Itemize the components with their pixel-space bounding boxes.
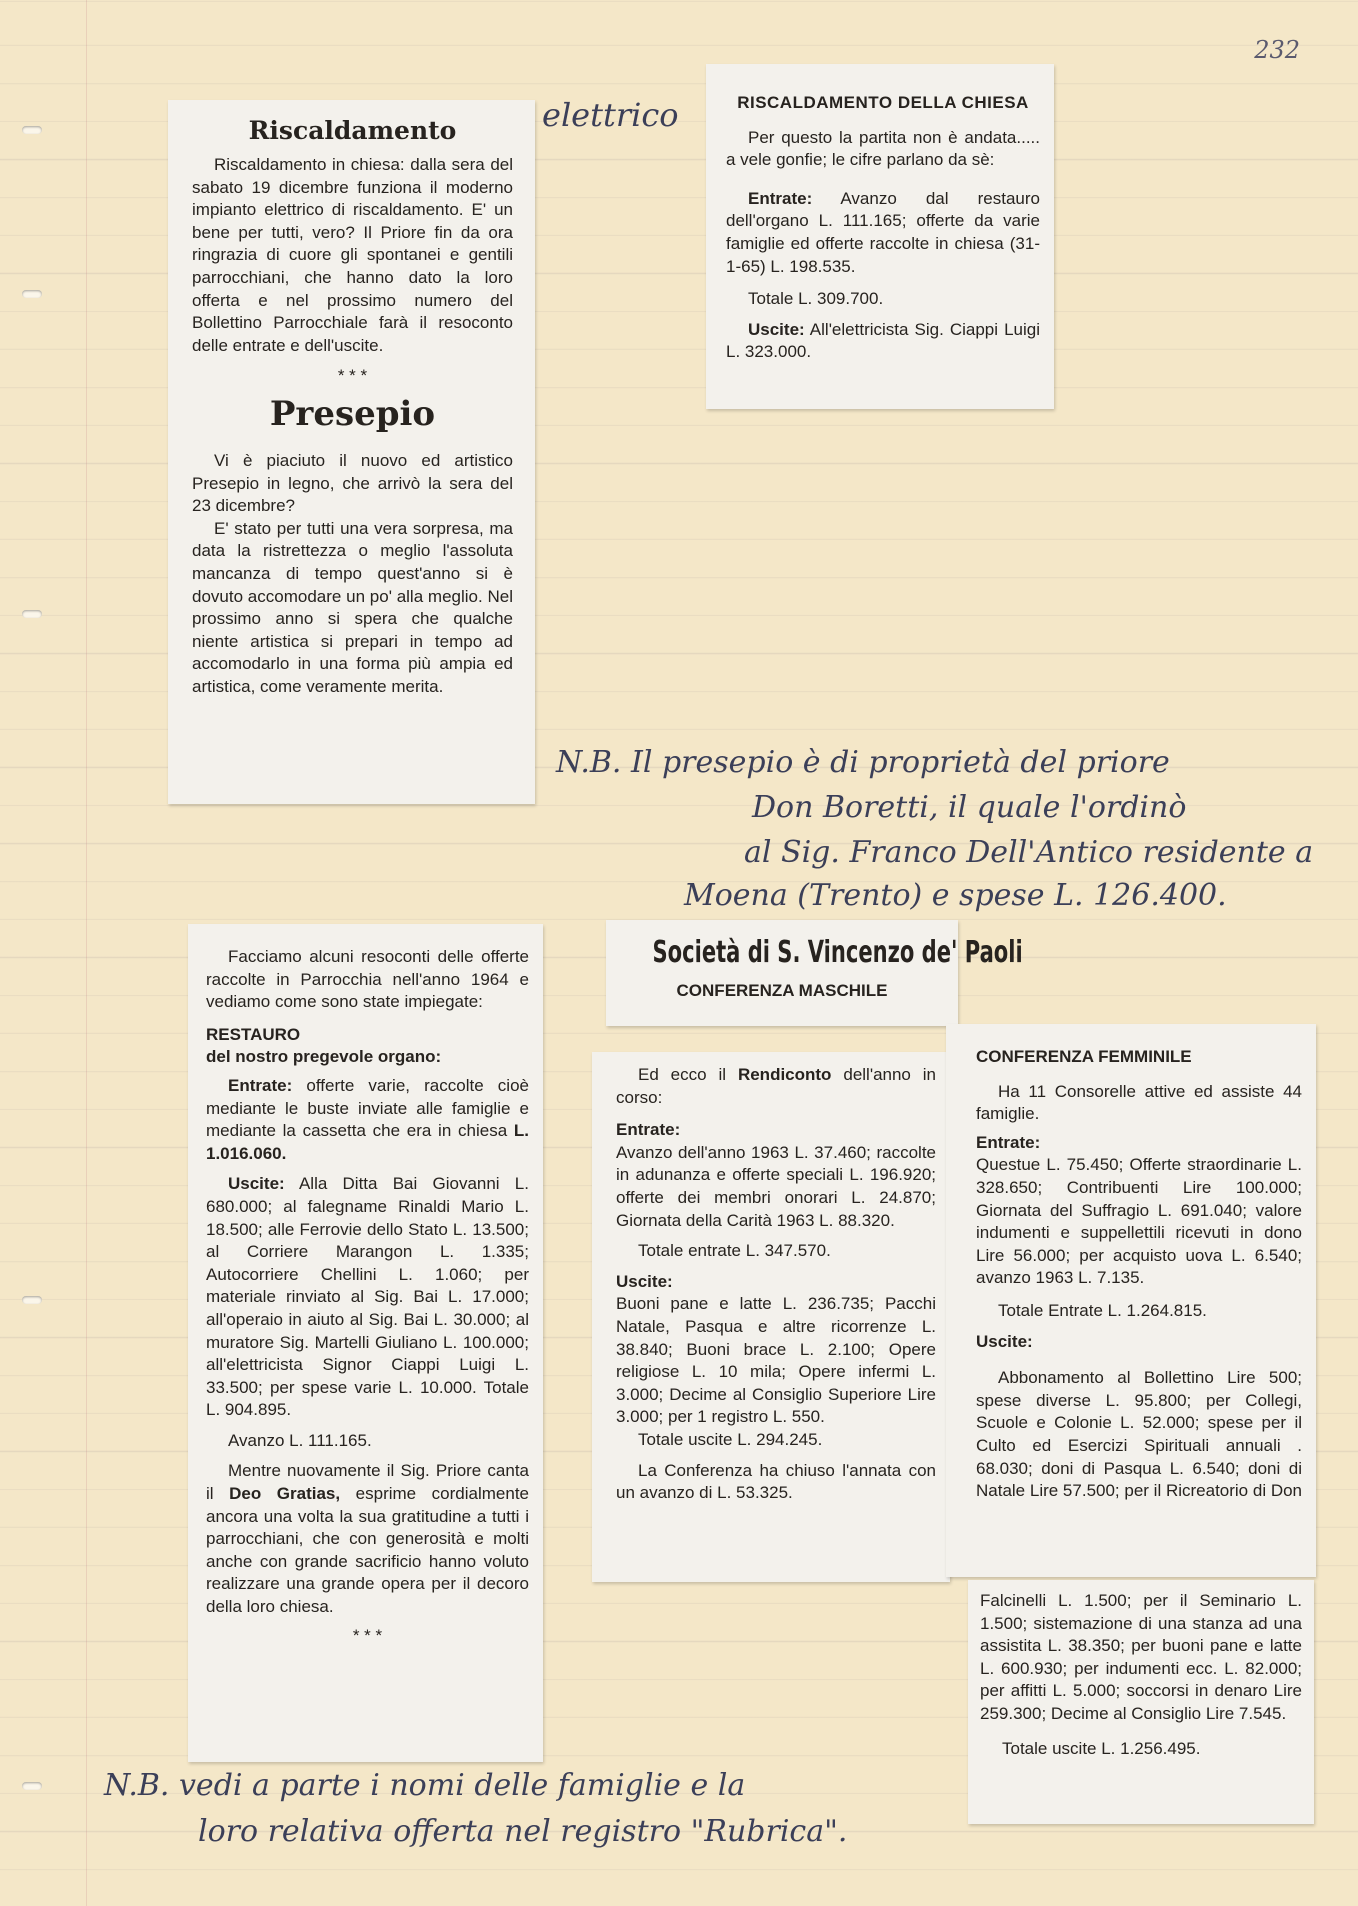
maschile-uscite: Buoni pane e latte L. 236.735; Pacchi Natale, Pasqua e altre ricorrenze L. 38.840; Buoni brace L. 2.100; Opere religiose L. 10 mila; Opere infermi L. 3.000; Decime al Consiglio Superiore Lire 3.000; per 1 registro L. 550. — [616, 1294, 936, 1427]
heading-organo: del nostro pregevole organo: — [206, 1047, 442, 1067]
separator-stars: * * * — [352, 1625, 383, 1645]
clipping-riscaldamento-presepio — [168, 100, 535, 804]
page-number: 232 — [1254, 36, 1300, 64]
maschile-closing: La Conferenza ha chiuso l'annata con un avanzo di L. 53.325. — [616, 1460, 936, 1503]
chiesa-totale: Totale L. 309.700. — [748, 289, 884, 309]
maschile-uscite-label: Uscite: — [616, 1271, 673, 1291]
femminile-uscite-label: Uscite: — [976, 1331, 1033, 1351]
clipping-societa-header — [606, 920, 1023, 1026]
maschile-entrate-label: Entrate: — [616, 1120, 681, 1140]
heading-conferenza-maschile: CONFERENZA MASCHILE — [676, 981, 888, 1000]
maschile-entrate: Avanzo dell'anno 1963 L. 37.460; raccolte in adunanza e offerte speciali L. 196.920; offerte dei membri onorari L. 24.870; Giornata della Carità 1963 L. 88.320. — [616, 1142, 936, 1230]
separator-stars: * * * — [337, 366, 368, 386]
maschile-intro: Ed ecco il Rendiconto dell'anno in corso: — [616, 1065, 937, 1107]
maschile-totale-uscite: Totale uscite L. 294.245. — [638, 1429, 823, 1449]
femminile-entrate-label: Entrate: — [976, 1132, 1041, 1152]
heading-conferenza-femminile: CONFERENZA FEMMINILE — [976, 1047, 1192, 1066]
femminile-uscite-part2: Falcinelli L. 1.500; per il Seminario L. 1.500; sistemazione di una stanza ad una assistita L. 38.350; per buoni pane e latte L. 600.930; per indumenti ecc. L. 82.000; per affitti L. 5.000; soccorsi in denaro Lire 259.300; Decime al Consiglio Lire 7.545. — [980, 1591, 1302, 1723]
clipping-rendiconto-maschile — [592, 1052, 950, 1582]
clipping-riscaldamento-chiesa — [706, 64, 1054, 409]
handwritten-elettrico: elettrico — [542, 96, 679, 134]
presepio-paragraph-2: E' stato per tutti una vera sorpresa, ma data la ristrettezza o meglio l'assoluta mancanza di tempo quest'anno si è dovuto accomodare un po' alla meglio. Nel prossimo anno si spera che qualche niente artistica si prepari in tempo ad accomodarlo in una forma più ampia ed artistica, come veramente merita. — [192, 518, 513, 696]
femminile-uscite-part1: Abbonamento al Bollettino Lire 500; spese diverse L. 95.800; per Collegi, Scuole e Colonie L. 52.000; spese per il Culto ed Esercizi Spirituali annuali . 68.030; doni di Pasqua L. 6.540; doni di Natale Lire 57.500; per il Ricreatorio di Don — [976, 1368, 1303, 1501]
binder-hole — [22, 290, 42, 298]
scrapbook-page: 232 Riscaldamento Riscaldamento in chiesa: dalla sera del sabato 19 dicembre funziona il moderno impianto elettrico di riscaldamento. E' un bene per tutti, vero? Il Priore fin da ora ringrazia di cuore gli spontanei e gentili parrocchiani, che hanno dato la loro offerta e nel prossimo numero del Bollettino Parrocchiale farà il resoconto delle entrate e dell'uscite. * * * Presepio Vi è piaciuto il nuovo ed artistico Presepio in legno, che arrivò la sera del 23 dicembre? E' stato per tutti una vera sorpresa, ma data la ristrettezza o meglio l'assoluta mancanza di tempo quest'anno si è dovuto accomodare un po' alla meglio. Nel prossimo anno si spera che qualche niente artistica si prepari in tempo ad accomodarlo in una forma più ampia ed artistica, come veramente merita. elettrico RISCALDAMENTO DELLA CHIESA Per questo la partita non è andata..... a vele gonfie; le cifre parlano da sè: Entrate: Avanzo dal restauro dell'organo L. 111.165; offerte da varie famiglie ed offerte raccolte in chiesa (31-1-65) L. 198.535. Totale L. 309.700. Uscite: All'elettricista Sig. Ciappi Luigi L. 323.000. N.B. Il presepio è di proprietà del priore Don Boretti, il quale l'ordinò al Sig. Franco Dell'Antico residente a Moena (Trento) e spese L. 126.400. Facciamo alcuni resoconti delle offerte raccolte in Parrocchia nell'anno 1964 e vediamo come sono state impiegate: RESTAURO del nostro pregevole organo: Entrate: offerte varie, raccolte cioè mediante le buste inviate alle famiglie e mediante la cassetta che era in chiesa L. 1.016.060. Uscite: Alla Ditta Bai Giovanni L. 680.000; al falegname Rinaldi Mario L. 18.500; alle Ferrovie dello Stato L. 13.500; al Corriere Marangon L. 1.335; Autocorriere Chellini L. 1.060; per materiale rinviato al Sig. Bai L. 17.000; all'operaio in aiuto al Sig. Bai L. 30.000; al muratore Sig. Martelli Giuliano L. 100.000; all'elettricista Signor Ciappi Luigi L. 33.500; per spese varie L. 10.000. Totale L. 904.895. Avanzo L. 111.165. Mentre nuovamente il Sig. Priore canta il Deo Gratias, esprime cordialmente ancora una volta la sua gratitudine a tutti i parrocchiani, che con generosità e molti anche con grande sacrificio hanno voluto realizzare una grande opera per il decoro della loro chiesa. * * * Società di S. Vincenzo de' Paoli CONFERENZA MASCHILE Ed ecco il Rendiconto dell'anno in corso: Entrate: Avanzo dell'anno 1963 L. 37.460; raccolte in adunanza e offerte speciali L. 196.920; offerte dei membri onorari L. 24.870; Giornata della Carità 1963 L. 88.320. Totale entrate L. 347.570. Uscite: Buoni pane e latte L. 236.735; Pacchi Natale, Pasqua e altre ricorrenze L. 38.840; Buoni brace L. 2.100; Opere religiose L. 10 mila; Opere infermi L. 3.000; Decime al Consiglio Superiore Lire 3.000; per 1 registro L. 550. Totale uscite L. 294.245. La Conferenza ha chiuso l'annata con un avanzo di L. 53.325. CONFERENZA FEMMINILE Ha 11 Consorelle attive ed assiste 44 famiglie. Entrate: Questue L. 75.450; Offerte straordinarie L. 328.650; Contribuenti Lire 100.000; Giornata del Suffragio L. 691.040; valore indumenti e suppellettili ricevuti in dono Lire 56.000; per acquisto uova L. 6.540; avanzo 1963 L. 7.135. Totale Entrate L. 1.264.815. Uscite: Abbonamento al Bollettino Lire 500; spese diverse L. 95.800; per Collegi, Scuole e Colonie L. 52.000; spese per il Culto ed Esercizi Spirituali annuali . 68.030; doni di Pasqua L. 6.540; doni di Natale Lire 57.500; per il Ricreatorio di Don Falcinelli L. 1.500; per il Seminario L. 1.500; sistemazione di una stanza ad una assistita L. 38.350; per buoni pane e latte L. 600.930; per indumenti ecc. L. 82.000; per affitti L. 5.000; soccorsi in denaro Lire 259.300; Decime al Consiglio Lire 7.545. Totale uscite L. 1.256.495. N.B. vedi a parte i nomi delle famiglie e la loro relativa offerta nel registro "Rubrica". — [0, 0, 1358, 1906]
binder-hole — [22, 610, 42, 618]
femminile-totale-entrate: Totale Entrate L. 1.264.815. — [998, 1300, 1207, 1320]
binder-hole — [22, 126, 42, 134]
femminile-totale-uscite: Totale uscite L. 1.256.495. — [1002, 1738, 1201, 1758]
organo-closing: Mentre nuovamente il Sig. Priore canta il Deo Gratias, esprime cordialmente ancora una volta la sua gratitudine a tutti i parrocchiani, che con generosità e molti anche con grande sacrificio hanno voluto realizzare una grande opera per il decoro della loro chiesa. — [206, 1461, 530, 1617]
clipping-restauro-organo — [188, 924, 543, 1762]
riscaldamento-text: Riscaldamento in chiesa: dalla sera del sabato 19 dicembre funziona il moderno impianto elettrico di riscaldamento. E' un bene per tutti, vero? Il Priore fin da ora ringrazia di cuore gli spontanei e gentili parrocchiani, che hanno dato la loro offerta e nel prossimo numero del Bollettino Parrocchiale farà il resoconto delle entrate e dell'uscite. — [192, 155, 513, 355]
clipping-conferenza-femminile — [946, 1024, 1316, 1577]
organo-uscite: Uscite: Alla Ditta Bai Giovanni L. 680.000; al falegname Rinaldi Mario L. 18.500; alle Ferrovie dello Stato L. 13.500; al Corriere Marangon L. 1.335; Autocorriere Chellini L. 1.060; per materiale rinviato al Sig. Bai L. 17.000; all'operaio in aiuto al Sig. Bai L. 30.000; al muratore Sig. Martelli Giuliano L. 100.000; all'elettricista Signor Ciappi Luigi L. 33.500; per spese varie L. 10.000. Totale L. 904.895. — [206, 1174, 529, 1420]
organo-intro: Facciamo alcuni resoconti delle offerte raccolte in Parrocchia nell'anno 1964 e vediamo come sono state impiegate: — [206, 947, 529, 1012]
heading-riscaldamento-chiesa: RISCALDAMENTO DELLA CHIESA — [737, 93, 1029, 112]
maschile-totale-entrate: Totale entrate L. 347.570. — [638, 1241, 831, 1261]
heading-presepio: Presepio — [269, 393, 436, 434]
heading-riscaldamento: Riscaldamento — [248, 116, 457, 145]
binder-hole — [22, 1296, 42, 1304]
organo-avanzo: Avanzo L. 111.165. — [228, 1430, 372, 1450]
femminile-entrate: Questue L. 75.450; Offerte straordinarie L. 328.650; Contribuenti Lire 100.000; Giornata del Suffragio L. 691.040; valore indumenti e suppellettili ricevuti in dono Lire 56.000; per acquisto uova L. 6.540; avanzo 1963 L. 7.135. — [976, 1155, 1302, 1288]
heading-restauro: RESTAURO — [206, 1024, 301, 1044]
binder-hole — [22, 1782, 42, 1790]
presepio-paragraph-1: Vi è piaciuto il nuovo ed artistico Presepio in legno, che arrivò la sera del 23 dicembre? — [192, 450, 513, 516]
chiesa-uscite: Uscite: All'elettricista Sig. Ciappi Luigi L. 323.000. — [726, 319, 1040, 362]
clipping-conferenza-femminile-cont — [968, 1580, 1314, 1824]
margin-line — [86, 0, 87, 1906]
chiesa-entrate: Entrate: Avanzo dal restauro dell'organo L. 111.165; offerte da varie famiglie ed offerte raccolte in chiesa (31-1-65) L. 198.535. — [726, 188, 1040, 276]
femminile-intro: Ha 11 Consorelle attive ed assiste 44 famiglie. — [976, 1081, 1302, 1124]
heading-societa: Società di S. Vincenzo de' Paoli — [652, 935, 1023, 970]
chiesa-intro: Per questo la partita non è andata..... a vele gonfie; le cifre parlano da sè: — [726, 127, 1040, 170]
organo-entrate: Entrate: offerte varie, raccolte cioè mediante le buste inviate alle famiglie e mediante la cassetta che era in chiesa L. 1.016.060. — [206, 1075, 529, 1163]
